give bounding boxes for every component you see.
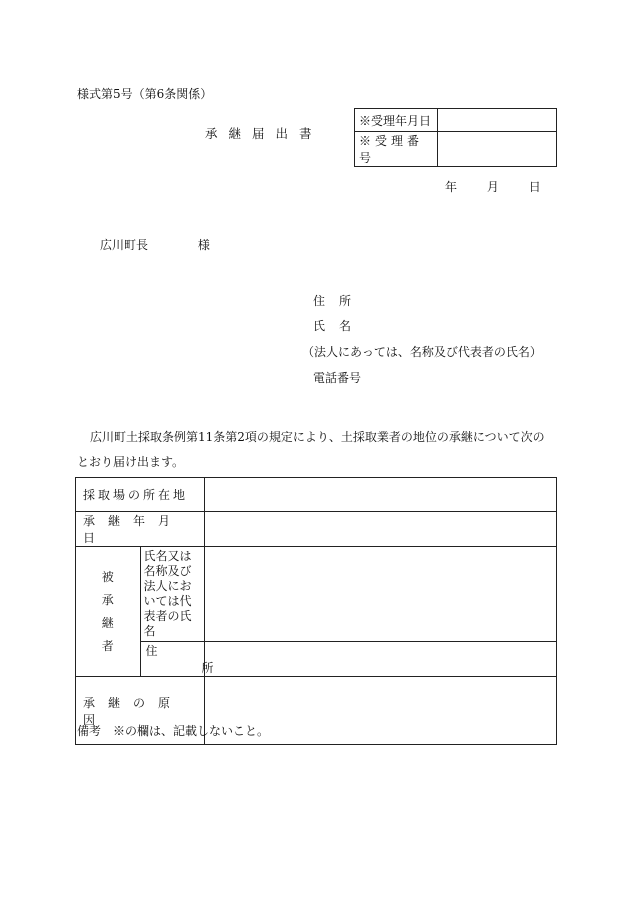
- predecessor-address-char-2: 所: [201, 661, 214, 675]
- predecessor-name-field[interactable]: [205, 547, 557, 642]
- date-year-label: 年: [445, 180, 458, 194]
- remarks: 備考 ※の欄は、記載しないこと。: [77, 724, 270, 738]
- location-label: 採取場の所在地: [76, 478, 205, 512]
- predecessor-address-field[interactable]: [205, 642, 557, 677]
- predecessor-name-label: 氏名又は名称及び法人においては代表者の氏名: [140, 547, 205, 642]
- date-month-label: 月: [486, 180, 499, 194]
- applicant-name-label: 氏名: [313, 319, 366, 333]
- predecessor-label: [76, 547, 141, 677]
- addressee-name: 広川町長: [100, 238, 149, 252]
- succession-date-field[interactable]: [205, 512, 557, 547]
- predecessor-char-3: 継: [101, 615, 114, 630]
- predecessor-char-1: 被: [101, 569, 114, 584]
- applicant-address-label: 住所: [313, 294, 366, 308]
- succession-date-label: 承継年月日: [76, 512, 205, 547]
- received-number-field[interactable]: [438, 132, 557, 167]
- applicant-corporate-note: （法人にあっては、名称及び代表者の氏名）: [302, 345, 542, 359]
- receipt-box: [354, 108, 557, 167]
- predecessor-char-4: 者: [101, 638, 114, 653]
- addressee-honorific: 様: [197, 238, 210, 252]
- body-text: 広川町土採取条例第11条第2項の規定により、土採取業者の地位の承継について次のとおり届け出ます。: [77, 430, 545, 469]
- location-field[interactable]: [205, 478, 557, 512]
- predecessor-char-2: 承: [101, 592, 114, 607]
- addressee: [100, 236, 210, 253]
- submission-date: [445, 178, 541, 195]
- cause-label: 承継の原因: [76, 677, 205, 745]
- document-title: 承継届出書: [205, 126, 323, 141]
- received-number-label: ※受理番号: [355, 132, 438, 167]
- received-date-field[interactable]: [438, 109, 557, 132]
- succession-table: [75, 477, 557, 745]
- date-day-label: 日: [528, 180, 541, 194]
- applicant-phone-label: 電話番号: [313, 371, 362, 385]
- predecessor-address-char-1: 住: [145, 644, 158, 658]
- received-date-label: ※受理年月日: [355, 109, 438, 132]
- predecessor-address-label: [140, 642, 214, 677]
- form-number: 様式第5号（第6条関係）: [77, 87, 213, 101]
